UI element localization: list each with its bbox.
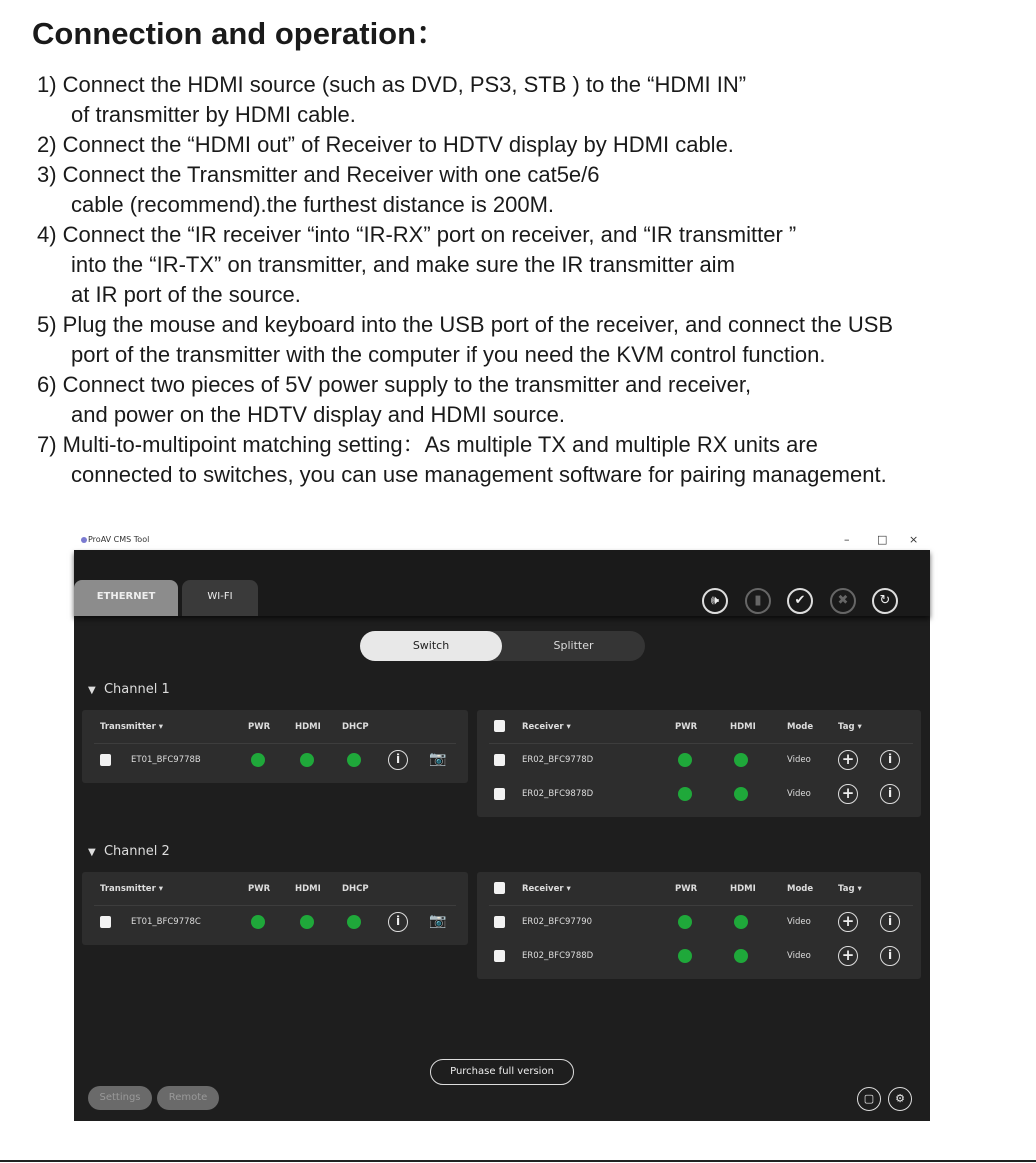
- dhcp-status-led: [347, 915, 361, 929]
- receiver-name: ER02_BFC97790: [522, 917, 593, 927]
- info-icon[interactable]: i: [388, 912, 408, 932]
- step-item: [37, 430, 887, 490]
- tx-header-name[interactable]: Transmitter ▾: [100, 884, 163, 894]
- tx-header-hdmi: HDMI: [295, 884, 321, 894]
- tx-header-dhcp: DHCP: [342, 722, 369, 732]
- step-line: port of the transmitter with the computer if you need the KVM control function.: [71, 342, 826, 367]
- receiver-checkbox[interactable]: [494, 788, 505, 800]
- camera-icon[interactable]: 📷: [429, 913, 447, 929]
- megaphone-icon[interactable]: 🕪: [702, 588, 728, 614]
- collapse-icon[interactable]: ▼: [88, 685, 96, 696]
- receiver-checkbox[interactable]: [494, 916, 505, 928]
- step-item: [37, 310, 893, 370]
- transmitter-name: ET01_BFC9778C: [131, 917, 201, 927]
- transmitter-checkbox[interactable]: [100, 916, 111, 928]
- rx-header-pwr: PWR: [675, 884, 698, 894]
- divider: [94, 743, 456, 744]
- hdmi-status-led: [734, 753, 748, 767]
- app-icon: [81, 537, 87, 543]
- tab-ethernet[interactable]: ETHERNET: [74, 580, 178, 616]
- rx-header-name[interactable]: Receiver ▾: [522, 884, 571, 894]
- rx-header-pwr: PWR: [675, 722, 698, 732]
- select-all-checkbox[interactable]: [494, 720, 505, 732]
- close-icon[interactable]: ✖: [830, 588, 856, 614]
- pwr-status-led: [251, 753, 265, 767]
- gear-icon[interactable]: ⚙: [888, 1087, 912, 1111]
- rx-header-tag[interactable]: Tag ▾: [838, 884, 862, 894]
- step-line: cable (recommend).the furthest distance is 200M.: [71, 192, 555, 217]
- tab-wifi[interactable]: WI-FI: [182, 580, 258, 616]
- divider: [489, 743, 913, 744]
- info-icon[interactable]: i: [880, 750, 900, 770]
- receiver-checkbox[interactable]: [494, 950, 505, 962]
- channel-name: Channel 2: [103, 844, 170, 859]
- pwr-status-led: [251, 915, 265, 929]
- refresh-icon[interactable]: ↻: [872, 588, 898, 614]
- transmitter-checkbox[interactable]: [100, 754, 111, 766]
- rx-header-hdmi: HDMI: [730, 722, 756, 732]
- info-icon[interactable]: i: [880, 946, 900, 966]
- rx-header-hdmi: HDMI: [730, 884, 756, 894]
- divider: [489, 905, 913, 906]
- close-window-button[interactable]: ×: [909, 533, 919, 546]
- add-tag-icon[interactable]: +: [838, 750, 858, 770]
- step-line: 2) Connect the “HDMI out” of Receiver to HDTV display by HDMI cable.: [37, 132, 734, 157]
- channel-header[interactable]: [88, 682, 170, 697]
- transmitter-name: ET01_BFC9778B: [131, 755, 201, 765]
- purchase-button[interactable]: Purchase full version: [430, 1059, 574, 1085]
- rx-header-name[interactable]: Receiver ▾: [522, 722, 571, 732]
- step-line: of transmitter by HDMI cable.: [71, 102, 356, 127]
- pwr-status-led: [678, 787, 692, 801]
- step-item: [37, 220, 796, 310]
- pwr-status-led: [678, 949, 692, 963]
- step-line: 4) Connect the “IR receiver “into “IR-RX” port on receiver, and “IR transmitter ”: [37, 222, 797, 247]
- step-line: at IR port of the source.: [71, 282, 301, 307]
- hdmi-status-led: [734, 787, 748, 801]
- title-bar: [74, 530, 930, 550]
- collapse-icon[interactable]: ▼: [88, 847, 96, 858]
- channel-name: Channel 1: [103, 682, 170, 697]
- receiver-name: ER02_BFC9778D: [522, 755, 594, 765]
- rx-header-mode: Mode: [787, 884, 814, 894]
- divider: [0, 1160, 1036, 1162]
- dhcp-status-led: [347, 753, 361, 767]
- monitor-icon[interactable]: ▢: [857, 1087, 881, 1111]
- add-tag-icon[interactable]: +: [838, 946, 858, 966]
- step-line: 1) Connect the HDMI source (such as DVD, PS3, STB ) to the “HDMI IN”: [37, 72, 747, 97]
- receiver-panel: [477, 872, 921, 979]
- pwr-status-led: [678, 753, 692, 767]
- mode-switch[interactable]: Switch: [360, 631, 502, 661]
- step-line: 6) Connect two pieces of 5V power supply to the transmitter and receiver,: [37, 372, 752, 397]
- tx-header-pwr: PWR: [248, 722, 271, 732]
- tx-header-dhcp: DHCP: [342, 884, 369, 894]
- receiver-name: ER02_BFC9878D: [522, 789, 594, 799]
- step-line: into the “IR-TX” on transmitter, and make sure the IR transmitter aim: [71, 252, 735, 277]
- receiver-checkbox[interactable]: [494, 754, 505, 766]
- transmitter-panel: [82, 872, 468, 945]
- app-window: [74, 530, 930, 1121]
- pwr-status-led: [678, 915, 692, 929]
- check-icon[interactable]: ✔: [787, 588, 813, 614]
- step-item: [37, 70, 746, 130]
- step-line: connected to switches, you can use management software for pairing management.: [71, 462, 887, 487]
- divider: [94, 905, 456, 906]
- minimize-button[interactable]: –: [844, 533, 850, 546]
- top-bar: [74, 550, 930, 616]
- receiver-mode: Video: [787, 789, 811, 799]
- camera-icon[interactable]: 📷: [429, 751, 447, 767]
- channel-header[interactable]: [88, 844, 170, 859]
- rx-header-mode: Mode: [787, 722, 814, 732]
- add-tag-icon[interactable]: +: [838, 784, 858, 804]
- step-line: 7) Multi-to-multipoint matching setting：As multiple TX and multiple RX units are: [37, 432, 818, 457]
- tx-header-pwr: PWR: [248, 884, 271, 894]
- receiver-name: ER02_BFC9788D: [522, 951, 594, 961]
- rx-header-tag[interactable]: Tag ▾: [838, 722, 862, 732]
- tx-header-name[interactable]: Transmitter ▾: [100, 722, 163, 732]
- hdmi-status-led: [734, 949, 748, 963]
- maximize-button[interactable]: □: [877, 533, 888, 546]
- receiver-panel: [477, 710, 921, 817]
- info-icon[interactable]: i: [880, 912, 900, 932]
- settings-button[interactable]: Settings: [88, 1086, 152, 1110]
- step-line: 3) Connect the Transmitter and Receiver with one cat5e/6: [37, 162, 600, 187]
- step-line: and power on the HDTV display and HDMI source.: [71, 402, 566, 427]
- hdmi-status-led: [734, 915, 748, 929]
- info-icon[interactable]: i: [388, 750, 408, 770]
- add-tag-icon[interactable]: +: [838, 912, 858, 932]
- select-all-checkbox[interactable]: [494, 882, 505, 894]
- tx-header-hdmi: HDMI: [295, 722, 321, 732]
- mode-splitter[interactable]: Splitter: [553, 639, 594, 652]
- step-item: [37, 370, 751, 430]
- step-line: 5) Plug the mouse and keyboard into the USB port of the receiver, and connect the USB: [37, 312, 894, 337]
- receiver-mode: Video: [787, 951, 811, 961]
- receiver-mode: Video: [787, 917, 811, 927]
- page-title: Connection and operation：: [32, 16, 448, 51]
- remote-button[interactable]: Remote: [157, 1086, 219, 1110]
- trash-icon[interactable]: ▮: [745, 588, 771, 614]
- info-icon[interactable]: i: [880, 784, 900, 804]
- mode-toggle: [360, 631, 645, 661]
- window-title: ProAV CMS Tool: [88, 535, 150, 544]
- step-item: [37, 130, 734, 160]
- hdmi-status-led: [300, 915, 314, 929]
- receiver-mode: Video: [787, 755, 811, 765]
- step-item: [37, 160, 600, 220]
- hdmi-status-led: [300, 753, 314, 767]
- transmitter-panel: [82, 710, 468, 783]
